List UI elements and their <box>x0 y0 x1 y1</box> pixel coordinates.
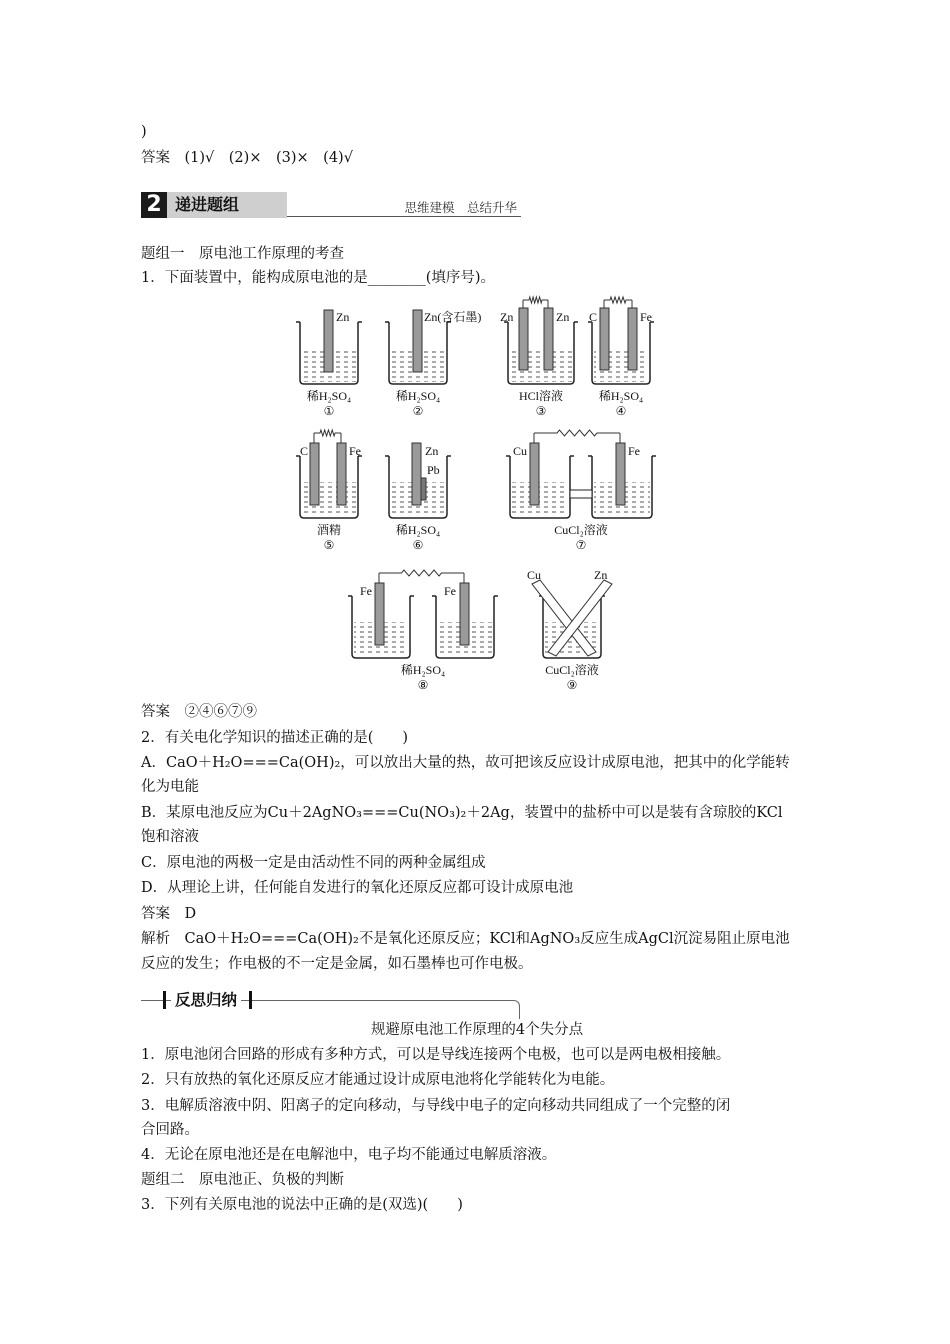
question-1: 1．下面装置中，能构成原电池的是________(填序号)。 <box>141 270 496 286</box>
cell-3-electrode-right <box>544 308 553 370</box>
cell-6-pb-electrode <box>421 478 426 500</box>
cell-7-left-liquid <box>512 482 568 516</box>
summary-point-3-line2: 合回路。 <box>141 1122 199 1138</box>
group1-title: 题组一 原电池工作原理的考查 <box>141 246 344 262</box>
cell-1-electrode-label: Zn <box>336 310 350 324</box>
cell-3-solution-label: HCl溶液 <box>518 389 564 403</box>
section-number: 2 <box>141 192 167 218</box>
section-title: 递进题组 <box>167 192 287 218</box>
cell-7-wire-resistor <box>534 430 620 436</box>
cell-7-solution-label: CuCl₂溶液 <box>554 523 608 537</box>
summary-point-3-line1: 3．电解质溶液中阴、阳离子的定向移动，与导线中电子的定向移动共同组成了一个完整的闭 <box>141 1098 731 1114</box>
cell-8-right-label: Fe <box>444 584 456 598</box>
cell-5-wire-resistor <box>314 430 341 436</box>
cell-5-solution-label: 酒精 <box>316 523 342 537</box>
section-subtitle: 思维建模 总结升华 <box>404 200 517 215</box>
reflect-bar-right <box>249 991 252 1009</box>
summary-point-4: 4．无论在原电池还是在电解池中，电子均不能通过电解质溶液。 <box>141 1147 557 1163</box>
cell-1-zn-electrode <box>324 310 333 372</box>
cell-6-pb-label: Pb <box>427 463 440 477</box>
cell-1-solution-label: 稀H₂SO₄ <box>306 389 352 403</box>
cell-3-number: ③ <box>535 404 547 418</box>
previous-answer: 答案 (1)√ (2)× (3)× (4)√ <box>141 150 353 166</box>
cell-3-right-label: Zn <box>556 310 570 324</box>
cell-7-number: ⑦ <box>575 538 587 552</box>
cell-4-solution-label: 稀H₂SO₄ <box>598 389 644 403</box>
cell-4-number: ④ <box>615 404 627 418</box>
option-b-line2: 饱和溶液 <box>141 829 199 845</box>
reflect-title: 反思归纳 <box>171 988 241 1012</box>
question-2: 2．有关电化学知识的描述正确的是( ) <box>141 730 409 746</box>
cell-4-right-label: Fe <box>640 310 652 324</box>
cell-2-number: ② <box>412 404 424 418</box>
cell-4-left-label: C <box>589 310 598 324</box>
cell-8-solution-label: 稀H₂SO₄ <box>400 663 446 677</box>
cell-2-electrode <box>413 310 422 372</box>
cell-8-wire-resistor <box>379 570 464 576</box>
option-d: D．从理论上讲，任何能自发进行的氧化还原反应都可设计成原电池 <box>141 880 574 896</box>
analysis-line2: 反应的发生；作电极的不一定是金属，如石墨棒也可作电极。 <box>141 956 533 972</box>
analysis-line1: 解析 CaO＋H₂O===Ca(OH)₂不是氧化还原反应；KCl和AgNO₃反应生成AgCl沉淀易阻止原电池 <box>141 931 790 947</box>
option-a-line1: A．CaO＋H₂O===Ca(OH)₂，可以放出大量的热，故可把该反应设计成原电池，把其中的化学能转 <box>141 755 790 771</box>
cell-7-right-label: Fe <box>628 444 640 458</box>
option-a-line2: 化为电能 <box>141 779 199 795</box>
cell-7-left-label: Cu <box>513 444 528 458</box>
cell-8-electrode-right <box>460 583 469 645</box>
summary-point-1: 1．原电池闭合回路的形成有多种方式，可以是导线连接两个电极，也可以是两电极相接触。 <box>141 1047 731 1063</box>
answer-2: 答案 D <box>141 906 197 922</box>
cell-5-number: ⑤ <box>323 538 335 552</box>
cell-7-cu-electrode <box>530 443 539 505</box>
cell-3-wire-resistor <box>523 297 548 303</box>
cell-8-left-label: Fe <box>360 584 372 598</box>
cell-6-zn-electrode <box>412 443 421 505</box>
cell-5-electrode-left <box>310 443 319 505</box>
reflect-bar-left <box>163 991 166 1009</box>
cell-8-number: ⑧ <box>417 678 429 692</box>
cell-6-solution-label: 稀H₂SO₄ <box>395 523 441 537</box>
cell-1-number: ① <box>323 404 335 418</box>
option-c: C．原电池的两极一定是由活动性不同的两种金属组成 <box>141 855 486 871</box>
summary-title: 规避原电池工作原理的4个失分点 <box>370 1022 584 1038</box>
cell-6-zn-label: Zn <box>425 444 439 458</box>
group2-title: 题组二 原电池正、负极的判断 <box>141 1172 344 1188</box>
summary-point-2: 2．只有放热的氧化还原反应才能通过设计成原电池将化学能转化为电能。 <box>141 1072 615 1088</box>
cell-6-number: ⑥ <box>412 538 424 552</box>
cell-3-electrode-left <box>519 308 528 370</box>
cell-4-electrode-left <box>600 308 609 370</box>
cell-2-solution-label: 稀H₂SO₄ <box>395 389 441 403</box>
cell-9-solution-label: CuCl₂溶液 <box>545 663 599 677</box>
cell-4-wire-resistor <box>604 297 632 303</box>
cell-5-right-label: Fe <box>349 444 361 458</box>
cell-5-left-label: C <box>300 444 309 458</box>
answer-1: 答案 ②④⑥⑦⑨ <box>141 704 257 720</box>
cell-9-right-label: Zn <box>594 568 608 582</box>
cell-4-electrode-right <box>628 308 637 370</box>
cell-8-electrode-left <box>375 583 384 645</box>
cell-7-fe-electrode <box>616 443 625 505</box>
cell-3-left-label: Zn <box>500 310 514 324</box>
top-paren: ) <box>141 124 147 140</box>
cell-9-left-label: Cu <box>527 568 542 582</box>
question-3: 3．下列有关原电池的说法中正确的是(双选)( ) <box>141 1197 463 1213</box>
cell-5-electrode-right <box>337 443 346 505</box>
cell-2-electrode-label: Zn(含石墨) <box>424 310 482 324</box>
option-b-line1: B．某原电池反应为Cu＋2AgNO₃===Cu(NO₃)₂＋2Ag，装置中的盐桥中可以是装有含琼胶的KCl <box>141 805 783 821</box>
cell-7-bridge <box>570 490 592 498</box>
reflect-header <box>141 988 521 1018</box>
cell-9-number: ⑨ <box>566 678 578 692</box>
